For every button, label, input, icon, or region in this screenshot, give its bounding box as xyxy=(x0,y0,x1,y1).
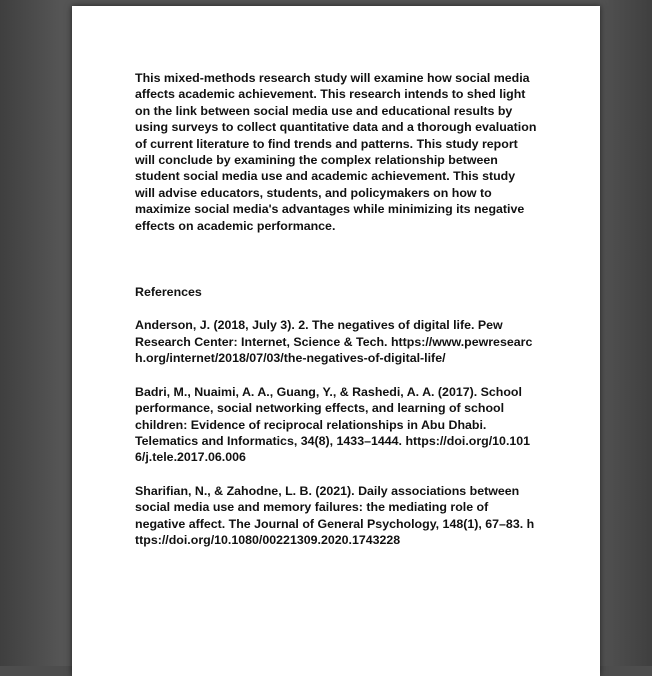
reference-entry-1 xyxy=(135,317,537,366)
references-heading: References xyxy=(135,285,202,300)
reference-url[interactable]: https://doi.org/10.1080/00221309.2020.1743228 xyxy=(135,516,535,547)
reference-url[interactable]: https://www.pewresearch.org/internet/2018/07/03/the-negatives-of-digital-life/ xyxy=(135,334,533,366)
document-page xyxy=(72,6,600,676)
abstract-paragraph: This mixed-methods research study will examine how social media affects academic achievement. This research intends to shed light on the link between social media use and educational results by using surveys to collect quantitative data and a thorough evaluation of current literature to find trends and patterns. This study report will conclude by examining the complex relationship between student social media use and academic achievement. This study will advise educators, students, and policymakers on how to maximize social media's advantages while minimizing its negative effects on academic performance. xyxy=(135,71,537,233)
reference-entry-2 xyxy=(135,384,537,466)
reference-citation: Sharifian, N., & Zahodne, L. B. (2021). Daily associations between social media use and memory failures: the mediating role of negative affect. The Journal of General Psychology, 148(1), 67–83. xyxy=(135,483,524,531)
reference-citation: Anderson, J. (2018, July 3). 2. The negatives of digital life. Pew Research Center: Internet, Science & Tech. xyxy=(135,318,503,349)
reference-citation: Badri, M., Nuaimi, A. A., Guang, Y., & Rashedi, A. A. (2017). School performance, social networking effects, and learning of school children: Evidence of reciprocal relationships in Abu Dhabi. Telematics and Informatics, 34(8), 1433–1444. xyxy=(135,384,522,448)
reference-entry-3 xyxy=(135,483,537,549)
reference-url[interactable]: https://doi.org/10.1016/j.tele.2017.06.006 xyxy=(135,433,531,465)
page-content xyxy=(135,70,537,548)
